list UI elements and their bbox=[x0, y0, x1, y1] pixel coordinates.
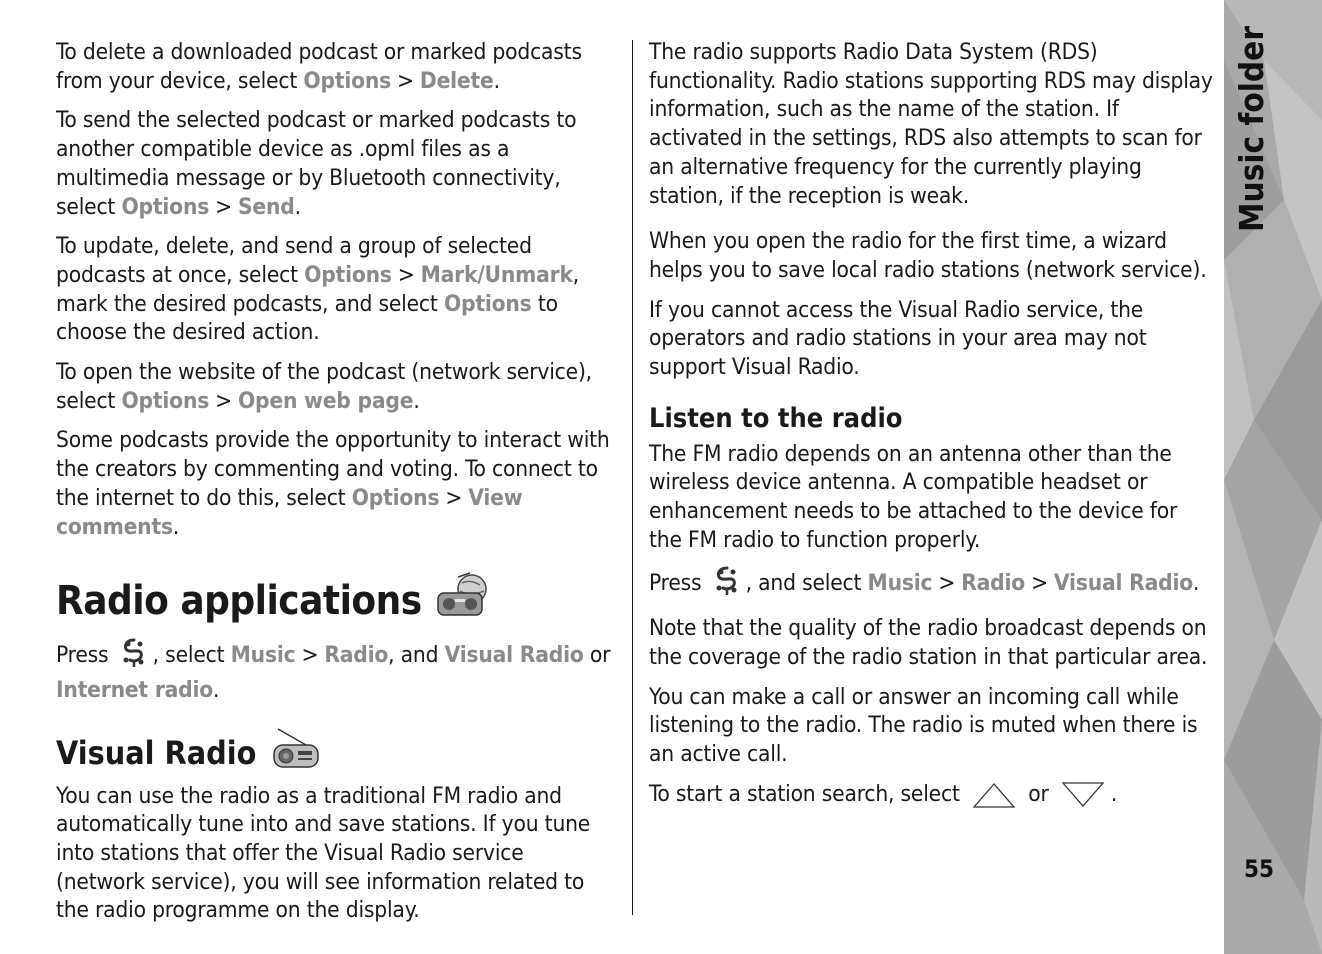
paragraph-view-comments: Some podcasts provide the opportunity to interact with the creators by commenting and voting. To connect to the internet to do this, select Options > View comments. bbox=[56, 427, 610, 540]
option-view-comments: View comments bbox=[56, 484, 523, 540]
menu-key-icon bbox=[714, 566, 740, 604]
option-delete: Delete bbox=[419, 67, 494, 94]
option-send: Send bbox=[237, 193, 295, 220]
sidebar-title: Music folder bbox=[1232, 26, 1271, 232]
right-column bbox=[649, 38, 1215, 827]
heading-radio-applications: Radio applications bbox=[56, 571, 618, 630]
paragraph-send-podcast: To send the selected podcast or marked podcasts to another compatible device as .opml files as a multimedia message or by Bluetooth connectivity, select Options > Send. bbox=[56, 107, 577, 220]
option-open-web-page: Open web page bbox=[237, 387, 414, 414]
paragraph-press-select-radio: Press , select Music > Radio, and Visual Radio or Internet radio. bbox=[56, 638, 618, 704]
radio-set-icon bbox=[270, 727, 322, 780]
option-radio: Radio bbox=[961, 569, 1026, 596]
paragraph-update-group: To update, delete, and send a group of selected podcasts at once, select Options > Mark/Unmark, mark the desired podcasts, and select Options to choose the desired action. bbox=[56, 233, 580, 346]
option-options: Options bbox=[121, 387, 210, 414]
up-arrow-icon bbox=[972, 781, 1016, 817]
option-mark-unmark: Mark/Unmark bbox=[420, 261, 573, 288]
heading-listen-to-radio: Listen to the radio bbox=[649, 402, 903, 434]
paragraph-press-select-visual: Press , and select Music > Radio > Visual Radio. bbox=[649, 566, 1215, 604]
option-options: Options bbox=[303, 67, 392, 94]
paragraph-quality: Note that the quality of the radio broadcast depends on the coverage of the radio station in that particular area. bbox=[649, 615, 1208, 670]
paragraph-visual-radio-intro: You can use the radio as a traditional FM radio and automatically tune into and save stations. If you tune into stations that offer the Visual Radio service (network service), you will see information related to the radio programme on the display. bbox=[56, 782, 591, 924]
option-visual-radio: Visual Radio bbox=[444, 642, 584, 669]
radio-globe-icon bbox=[436, 571, 490, 630]
option-visual-radio: Visual Radio bbox=[1053, 569, 1193, 596]
paragraph-delete-podcast: To delete a downloaded podcast or marked podcasts from your device, select Options > Delete. bbox=[56, 39, 582, 94]
page-number: 55 bbox=[1244, 855, 1275, 883]
paragraph-antenna: The FM radio depends on an antenna other than the wireless device antenna. A compatible headset or enhancement needs to be attached to the device for the FM radio to function properly. bbox=[649, 440, 1178, 553]
option-music: Music bbox=[867, 569, 933, 596]
paragraph-open-website: To open the website of the podcast (network service), select Options > Open web page. bbox=[56, 359, 592, 414]
paragraph-call: You can make a call or answer an incoming call while listening to the radio. The radio is muted when there is an active call. bbox=[649, 683, 1198, 768]
option-options: Options bbox=[443, 290, 532, 317]
option-music: Music bbox=[230, 642, 296, 669]
paragraph-wizard: When you open the radio for the first time, a wizard helps you to save local radio stations (network service). bbox=[649, 228, 1207, 283]
option-radio: Radio bbox=[324, 642, 389, 669]
left-column bbox=[56, 38, 618, 936]
column-divider bbox=[632, 40, 633, 915]
paragraph-no-access: If you cannot access the Visual Radio service, the operators and radio stations in your area may not support Visual Radio. bbox=[649, 296, 1147, 381]
option-options: Options bbox=[121, 193, 210, 220]
heading-visual-radio: Visual Radio bbox=[56, 727, 618, 780]
option-internet-radio: Internet radio bbox=[56, 676, 214, 703]
option-options: Options bbox=[304, 261, 392, 288]
paragraph-station-search: To start a station search, select or . bbox=[649, 780, 1215, 817]
paragraph-rds: The radio supports Radio Data System (RDS) functionality. Radio stations supporting RDS may display information, such as the name of the station. If activated in the settings, RDS also attempts to scan for an alternative frequency for the currently playing station, if the reception is weak. bbox=[649, 39, 1213, 209]
option-options: Options bbox=[351, 484, 440, 511]
down-arrow-icon bbox=[1061, 781, 1105, 817]
menu-key-icon bbox=[121, 638, 147, 676]
